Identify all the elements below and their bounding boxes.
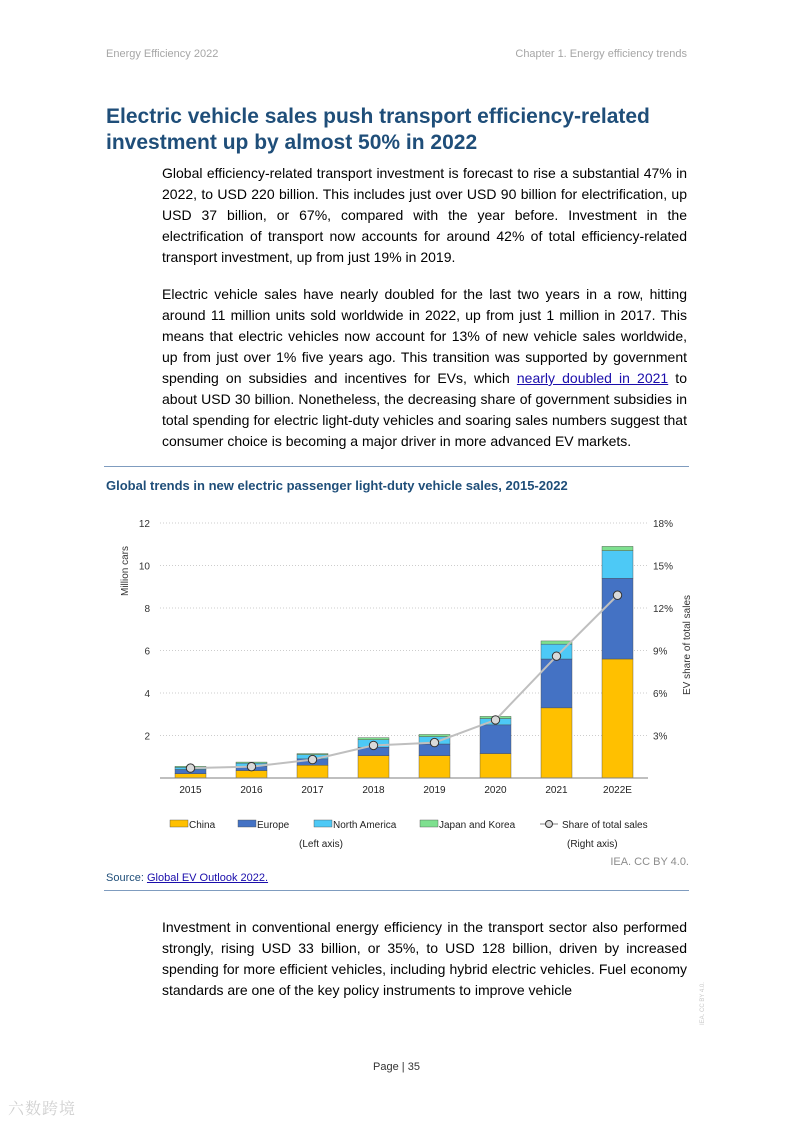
- bar-japan-and-korea: [541, 641, 572, 644]
- bar-china: [541, 708, 572, 778]
- paragraph-conventional-efficiency: Investment in conventional energy efficiency in the transport sector also performed strongly, rising USD 33 billion, or 35%, to USD 128 billion, driven by increased spending for more efficient vehicles, including hybrid electric vehicles. Fuel economy standards are one of the key policy instruments to improve vehicle: [162, 919, 687, 998]
- bar-china: [602, 659, 633, 778]
- y-tick-label-left: 10: [138, 561, 150, 573]
- bar-north-america: [602, 551, 633, 579]
- bar-japan-and-korea: [602, 546, 633, 550]
- section-title: Electric vehicle sales push transport efficiency-related investment up by almost 50% in 2022: [106, 105, 650, 154]
- header-document-title: Energy Efficiency 2022: [106, 48, 219, 60]
- bar-europe: [480, 725, 511, 754]
- y-tick-label-left: 12: [138, 519, 150, 530]
- figure-credit: IEA. CC BY 4.0.: [610, 856, 689, 868]
- legend-label: North America: [333, 820, 397, 831]
- bar-china: [175, 774, 206, 778]
- y-tick-label-left: 2: [144, 731, 150, 743]
- share-point: [430, 738, 438, 746]
- bar-japan-and-korea: [358, 738, 389, 740]
- legend-note-right: (Right axis): [567, 839, 618, 850]
- legend-line-marker: [546, 821, 553, 828]
- bar-china: [419, 756, 450, 778]
- y-tick-label-right: 18%: [653, 519, 674, 530]
- legend-swatch: [170, 820, 188, 827]
- legend-label: Share of total sales: [562, 820, 648, 831]
- bar-china: [358, 756, 389, 778]
- bar-china: [236, 771, 267, 778]
- legend-label: China: [189, 820, 216, 831]
- x-tick-label: 2020: [484, 785, 507, 796]
- paragraph-ev-sales-text-before: Electric vehicle sales have nearly doubled for the last two years in a row, hitting around 11 million units sold worldwide in 2022, up from just 1 million in 2017. This means that electric vehicles now account for 13% of new vehicle sales worldwide, up from just over 1% five years ago. This transition was supported by government spending on subsidies and incentives for EVs, which: [162, 286, 687, 386]
- y-axis-label-right: EV share of total sales: [682, 594, 693, 696]
- vertical-license-note: IEA. CC BY 4.0.: [700, 982, 706, 1025]
- bar-japan-and-korea: [419, 734, 450, 736]
- x-tick-label: 2019: [423, 785, 446, 796]
- watermark-logo: 六数跨境: [8, 1101, 77, 1118]
- paragraph-ev-sales: [162, 284, 687, 452]
- y-tick-label-right: 3%: [653, 731, 668, 743]
- bar-china: [480, 754, 511, 778]
- figure-top-rule: [104, 466, 689, 467]
- x-tick-label: 2017: [301, 785, 324, 796]
- nearly-doubled-link[interactable]: nearly doubled in 2021: [516, 370, 669, 386]
- share-point: [613, 591, 621, 599]
- legend-note-left: (Left axis): [299, 839, 343, 850]
- y-tick-label-right: 15%: [653, 561, 674, 573]
- bar-japan-and-korea: [297, 754, 328, 755]
- share-point: [308, 755, 316, 763]
- paragraph-ev-sales-text-after: to about USD 30 billion. Nonetheless, the decreasing share of government subsidies in total spending for electric light-duty vehicles and soaring sales numbers suggest that consumer choice is becoming a major driver in more advanced EV markets.: [162, 370, 687, 449]
- source-link[interactable]: Global EV Outlook 2022.: [146, 872, 269, 884]
- paragraph-investment: Global efficiency-related transport investment is forecast to rise a substantial 47% in 2022, to USD 220 billion. This includes just over USD 90 billion for electrification, up USD 37 billion, or 67%, compared with the year before. Investment in the electrification of transport now accounts for around 42% of total efficiency-related transport investment, up from just 19% in 2019.: [162, 165, 687, 265]
- legend-swatch: [420, 820, 438, 827]
- x-tick-label: 2021: [545, 785, 568, 796]
- share-point: [491, 716, 499, 724]
- x-tick-label: 2015: [179, 785, 202, 796]
- y-tick-label-right: 9%: [653, 646, 668, 658]
- y-tick-label-left: 4: [144, 689, 150, 700]
- header-chapter-title: Chapter 1. Energy efficiency trends: [515, 48, 687, 60]
- share-point: [186, 764, 194, 772]
- legend-swatch: [238, 820, 256, 827]
- y-tick-label-left: 6: [144, 646, 150, 658]
- y-tick-label-right: 12%: [653, 604, 674, 615]
- share-point: [247, 762, 255, 770]
- share-point: [552, 652, 560, 660]
- y-tick-label-left: 8: [144, 604, 150, 615]
- figure-bottom-rule: [104, 890, 689, 891]
- ev-sales-chart: [104, 508, 694, 861]
- legend-swatch: [314, 820, 332, 827]
- legend-label: Europe: [257, 820, 290, 831]
- x-tick-label: 2016: [240, 785, 263, 796]
- y-axis-label-left: Million cars: [120, 545, 131, 597]
- x-tick-label: 2018: [362, 785, 385, 796]
- share-point: [369, 741, 377, 749]
- bar-china: [297, 765, 328, 778]
- figure-title: Global trends in new electric passenger light-duty vehicle sales, 2015-2022: [106, 478, 568, 493]
- bar-europe: [602, 578, 633, 659]
- page-number: Page | 35: [373, 1061, 420, 1073]
- x-tick-label: 2022E: [603, 785, 632, 796]
- chart-svg: [104, 508, 694, 856]
- y-tick-label-right: 6%: [653, 689, 668, 700]
- legend-label: Japan and Korea: [439, 820, 516, 831]
- source-label: Source:: [106, 872, 147, 884]
- figure-source: [106, 872, 268, 884]
